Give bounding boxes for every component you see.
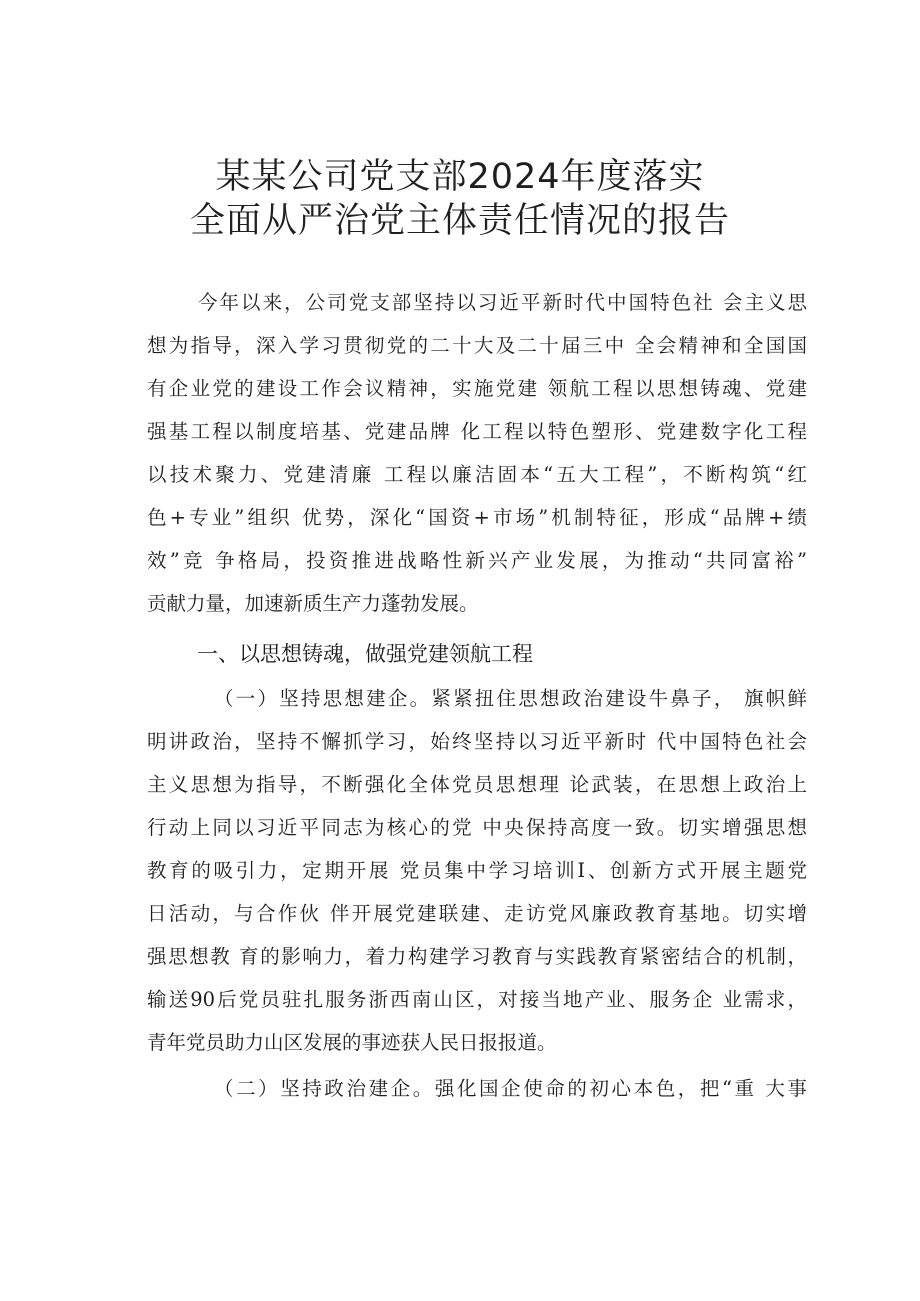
intro-paragraph-line: 色+专业”组织 优势，深化“国资+市场”机制特征，形成“品牌+绩 [147,506,807,529]
intro-paragraph-line: 有企业党的建设工作会议精神，实施党建 领航工程以思想铸魂、党建 [147,377,807,400]
intro-paragraph-line: 效”竞 争格局，投资推进战略性新兴产业发展，为推动“共同富裕” [147,549,807,572]
intro-paragraph-line: 贡献力量，加速新质生产力蓬勃发展。 [147,592,479,615]
subsection-1-line: 日活动，与合作伙 伴开展党建联建、走访党风廉政教育基地。切实增 [147,902,807,925]
subsection-1-line: （一）坚持思想建企。紧紧扭住思想政治建设牛鼻子， 旗帜鲜 [214,687,807,710]
subsection-1-line: 明讲政治，坚持不懈抓学习，始终坚持以习近平新时 代中国特色社会 [147,730,807,753]
subsection-1-line: 行动上同以习近平同志为核心的党 中央保持高度一致。切实增强思想 [147,816,807,839]
subsection-1-line: 主义思想为指导，不断强化全体党员思想理 论武装，在思想上政治上 [147,773,807,796]
document-title-line-1: 某某公司党支部2024年度落实 [215,157,705,197]
subsection-1-line: 强思想教 育的影响力，着力构建学习教育与实践教育紧密结合的机制， [147,945,807,968]
subsection-2-line: （二）坚持政治建企。强化国企使命的初心本色，把“重 大事 [214,1077,807,1100]
subsection-1-line: 输送90后党员驻扎服务浙西南山区，对接当地产业、服务企 业需求， [147,988,807,1011]
intro-paragraph-line: 强基工程以制度培基、党建品牌 化工程以特色塑形、党建数字化工程 [147,420,807,443]
intro-paragraph-line: 以技术聚力、党建清廉 工程以廉洁固本“五大工程”，不断构筑“红 [147,463,807,486]
section-heading: 一、以思想铸魂，做强党建领航工程 [197,642,533,666]
document-title-line-2: 全面从严治党主体责任情况的报告 [189,201,730,241]
intro-paragraph-line: 想为指导，深入学习贯彻党的二十大及二十届三中 全会精神和全国国 [147,334,807,357]
subsection-1-line: 教育的吸引力，定期开展 党员集中学习培训Ⅰ、创新方式开展主题党 [147,859,807,882]
subsection-1-line: 青年党员助力山区发展的事迹获人民日报报道。 [147,1031,557,1054]
intro-paragraph-line: 今年以来，公司党支部坚持以习近平新时代中国特色社 会主义思 [198,291,807,314]
